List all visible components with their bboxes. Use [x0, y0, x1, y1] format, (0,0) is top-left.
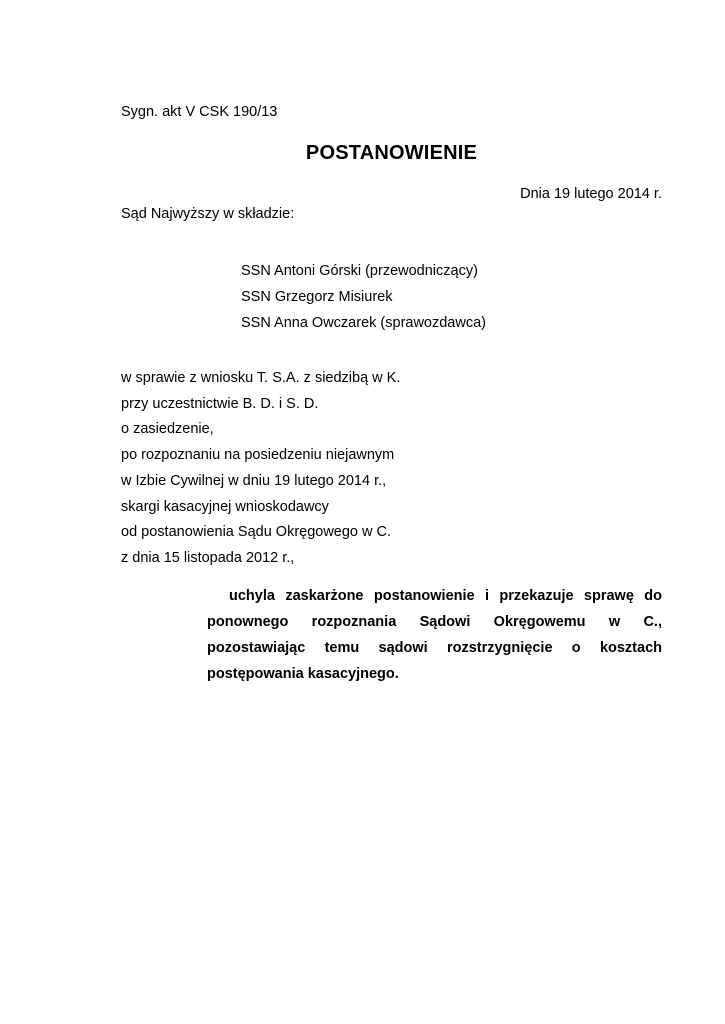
judge-rapporteur: SSN Anna Owczarek (sprawozdawca) — [241, 315, 486, 331]
case-line: skargi kasacyjnej wnioskodawcy — [121, 498, 329, 515]
case-signature: Sygn. akt V CSK 190/13 — [121, 104, 278, 120]
judges-list — [241, 258, 486, 336]
case-line: z dnia 15 listopada 2012 r., — [121, 549, 295, 566]
case-line: o zasiedzenie, — [121, 421, 214, 438]
judge-member: SSN Grzegorz Misiurek — [241, 289, 393, 305]
case-line: w sprawie z wniosku T. S.A. z siedzibą w K. — [121, 370, 401, 386]
case-line: w Izbie Cywilnej w dniu 19 lutego 2014 r., — [121, 472, 387, 489]
case-line: po rozpoznaniu na posiedzeniu niejawnym — [121, 447, 395, 464]
document-title: POSTANOWIENIE — [305, 142, 478, 164]
ruling-text: uchyla zaskarżone postanowienie i przekazuje sprawę do ponownego rozpoznania Sądowi Okręgowemu w C., pozostawiając temu sądowi rozstrzygnięcie o kosztach postępowania kasacyjnego. — [207, 588, 662, 682]
judge-presiding: SSN Antoni Górski (przewodniczący) — [241, 263, 478, 279]
document-date: Dnia 19 lutego 2014 r. — [520, 186, 662, 202]
case-line: przy uczestnictwie B. D. i S. D. — [121, 395, 319, 412]
case-line: od postanowienia Sądu Okręgowego w C. — [121, 524, 392, 541]
case-details — [121, 366, 400, 572]
court-intro: Sąd Najwyższy w składzie: — [121, 206, 295, 222]
